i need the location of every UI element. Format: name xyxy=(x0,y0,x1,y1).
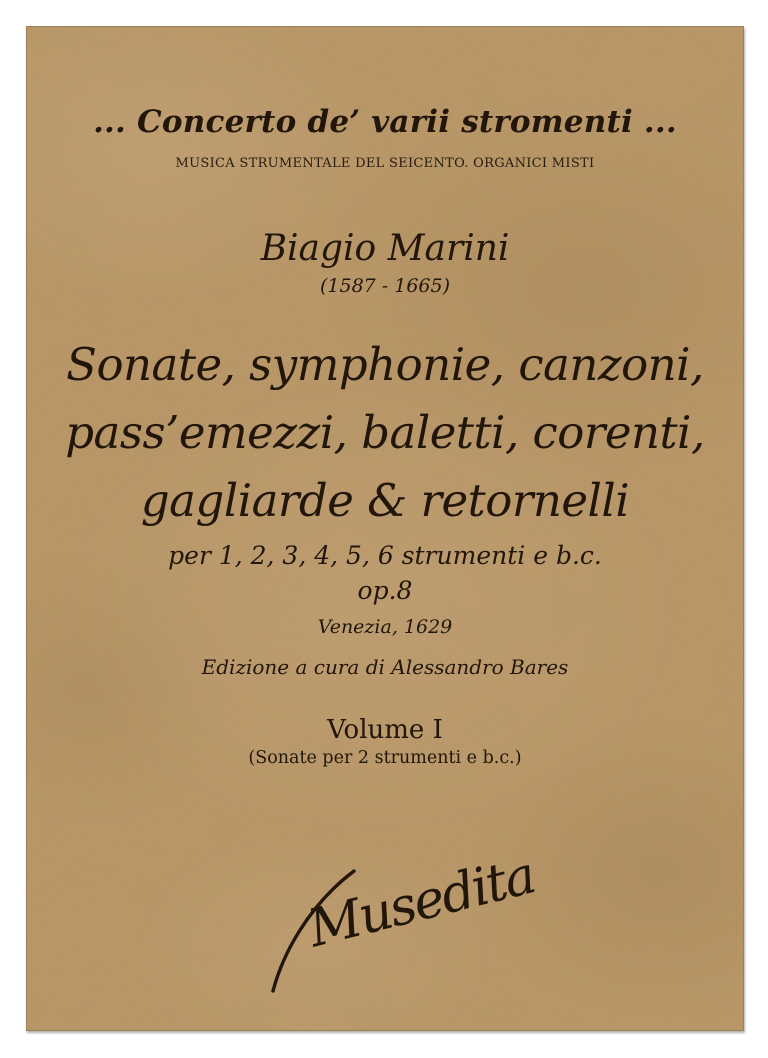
imprint-line: Venezia, 1629 xyxy=(317,616,453,639)
work-title-line-1: Sonate, symphonie, canzoni, xyxy=(66,338,704,392)
volume-detail: (Sonate per 2 strumenti e b.c.) xyxy=(248,747,522,768)
musedita-logo xyxy=(257,823,541,998)
work-title-line-3: gagliarde & retornelli xyxy=(140,474,630,528)
series-subtitle: MUSICA STRUMENTALE DEL SEICENTO. ORGANICI MISTI xyxy=(175,155,595,171)
musedita-logo-text: Musedita xyxy=(302,845,541,960)
work-title-line-2: pass’emezzi, baletti, corenti, xyxy=(65,406,705,460)
composer-name: Biagio Marini xyxy=(260,227,510,269)
composer-dates: (1587 - 1665) xyxy=(319,275,451,298)
volume-title: Volume I xyxy=(327,715,443,746)
series-title: ... Concerto de’ varii stromenti ... xyxy=(93,104,677,140)
opus-number: op.8 xyxy=(357,576,413,606)
parchment-page xyxy=(26,26,744,1031)
scoring-line: per 1, 2, 3, 4, 5, 6 strumenti e b.c. xyxy=(168,541,602,571)
work-title xyxy=(27,331,743,535)
title-page-content xyxy=(27,27,743,1030)
editor-line: Edizione a cura di Alessandro Bares xyxy=(201,655,569,680)
